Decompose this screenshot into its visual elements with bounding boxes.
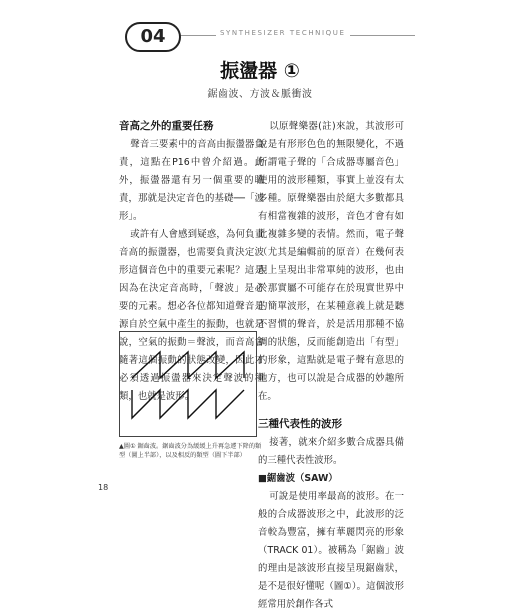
right-paragraph: 可說是使用率最高的波形。在一般的合成器波形之中，此波形的泛音較為豐富，擁有華麗閃亮的形象（TRACK 01）。被稱為「鋸齒」波的理由是該波形直接呈現鋸齒狀，是不是很好懂呢（圖①）。這個波形經常用於創作各式	[258, 491, 404, 610]
figure-caption: ▲圖① 鋸齒波。鋸齒波分為緩緩上升再急遽下降的類型（圖上半部），以及相反的類型（圖下半部）	[119, 443, 262, 459]
left-paragraph: 或許有人會感到疑惑，為何負責音高的振盪器，也需要負責決定波形這個音色中的重要元素呢？這是因為在決定音高時，「聲波」是必要的元素。想必各位都知道聲音是源自於空氣中產生的振動，也就是說，空氣的振動＝聲波，而音高會隨著這個振動的狀態改變，因此才必須透過振盪器來決定聲波的種類，也就是波形。	[119, 229, 264, 402]
left-paragraph: 聲音三要素中的音高由振盪器負責，這點在P16中曾介紹過。此外，振盪器還有另一個重要的職責，那就是決定音色的基礎──「波形」。	[119, 139, 264, 222]
left-heading: 音高之外的重要任務	[119, 120, 214, 132]
right-paragraph: 接著，就來介紹多數合成器具備的三種代表性波形。	[258, 437, 404, 466]
sawtooth-wave-rising	[132, 352, 244, 378]
sawtooth-wave-diagram	[120, 332, 256, 436]
sawtooth-figure	[119, 331, 257, 437]
page-number: 18	[98, 483, 109, 492]
series-label: SYNTHESIZER TECHNIQUE	[216, 29, 350, 37]
page-title: 振盪器 ①	[220, 60, 300, 82]
right-paragraph: 以原聲樂器(註)來說，其波形可說是有形形色色的無限變化，不過所謂電子聲的「合成器專屬音色」使用的波形種類，事實上並沒有太多種。原聲樂器由於絕大多數都具有相當複雜的波形，音色才會有如此複雜多變的表情。然而，電子聲（尤其是編輯前的原音）在幾何表現上呈現出非常單純的波形，也由於那實屬不可能存在於現實世界中的簡單波形，在某種意義上就是聽不習慣的聲音，於是活用那種不協調的狀態，反而能創造出「有型」的形象，這點就是電子聲有意思的地方，也可以說是合成器的妙趣所在。	[258, 121, 404, 402]
section-heading: 三種代表性的波形	[258, 418, 342, 430]
sawtooth-wave-falling	[132, 390, 244, 418]
saw-subheading: ■鋸齒波（SAW）	[258, 473, 338, 484]
page-subtitle: 鋸齒波、方波＆脈衝波	[207, 89, 313, 100]
chapter-badge: 04	[125, 22, 181, 52]
right-column	[258, 118, 404, 614]
